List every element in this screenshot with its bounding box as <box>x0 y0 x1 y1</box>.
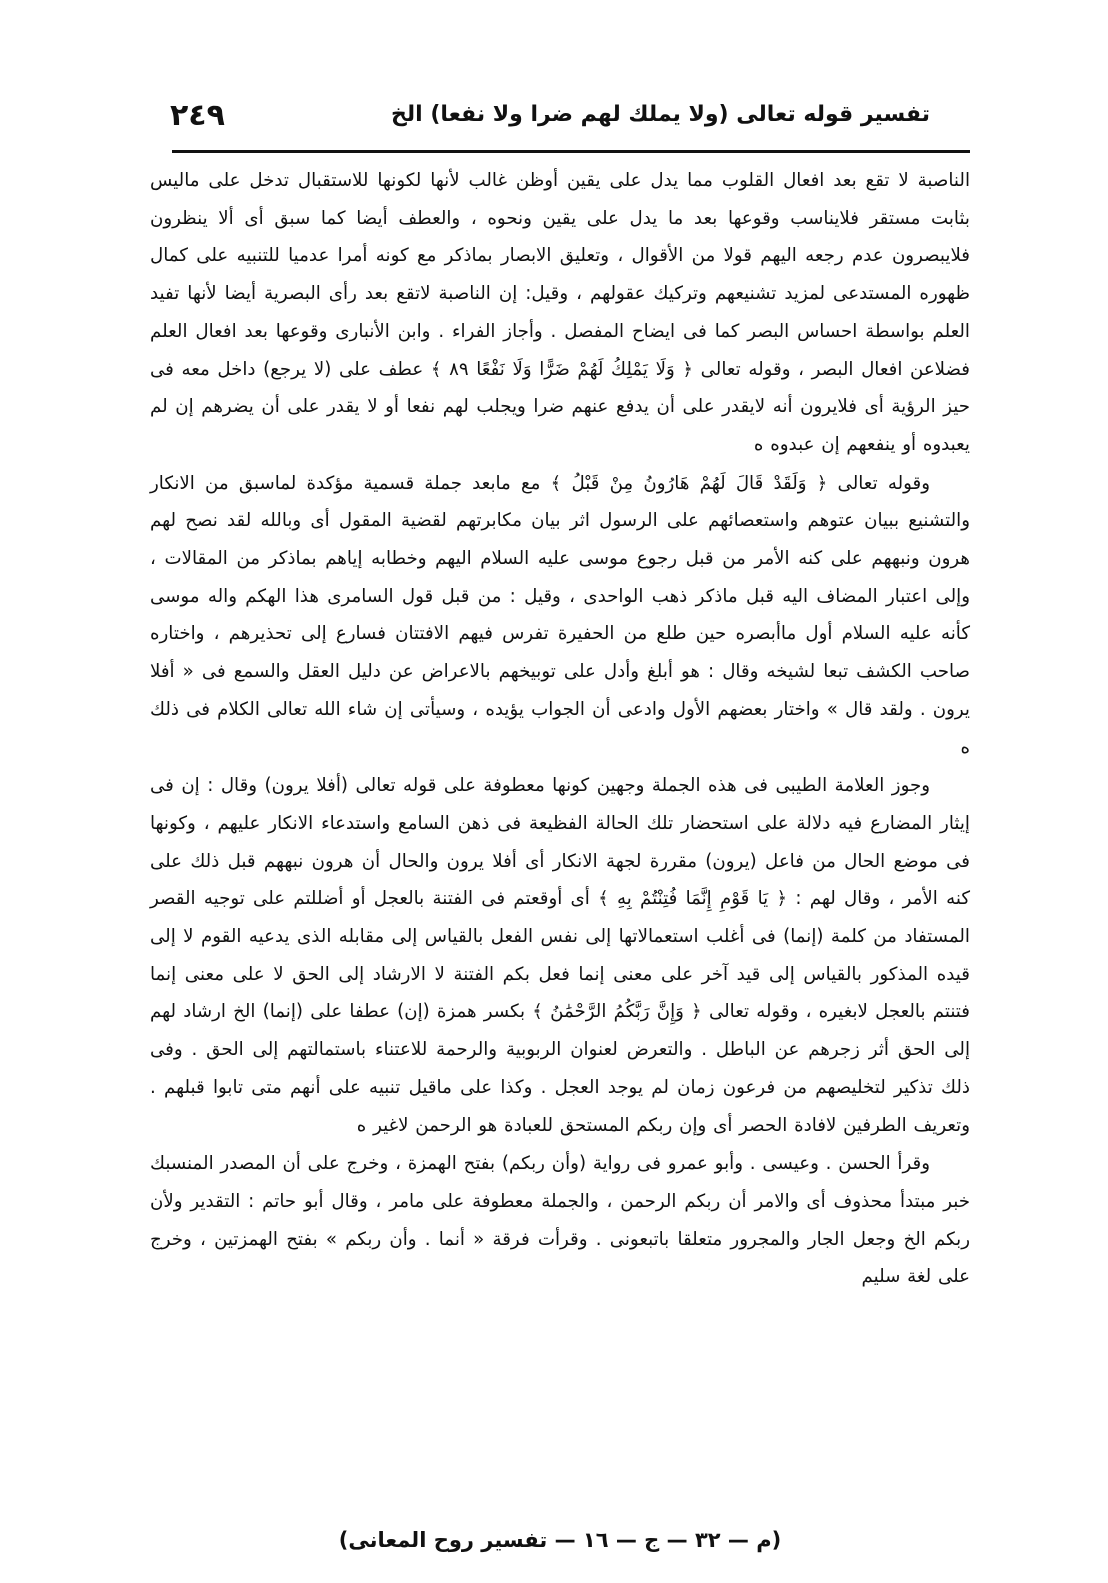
book-page <box>150 96 971 1552</box>
footer-signature: (م — ٣٢ — ج — ١٦ — تفسير روح المعانى) <box>338 1528 782 1552</box>
header-rule <box>172 150 970 153</box>
paragraph-2: وقوله تعالى ﴿ وَلَقَدْ قَالَ لَهُمْ هَارُونُ مِنْ قَبْلُ ﴾ مع مابعد جملة قسمية مؤكدة لماسبق من الانكار والتشنيع ببيان عتوهم واستعصائهم على الرسول اثر بيان مكابرتهم لقضية المقول أى وبالله لقد نصح لهم هرون ونبههم على كنه الأمر من قبل رجوع موسى عليه السلام اليهم وخطابه إياهم بماذكر من المقالات ، وإلى اعتبار المضاف اليه قبل ماذكر ذهب الواحدى ، وقيل : من قبل قول السامرى هذا الهكم واله موسى كأنه عليه السلام أول ماأبصره حين طلع من الحفيرة تفرس فيهم الافتتان فسارع إلى تحذيرهم ، واختاره صاحب الكشف تبعا لشيخه وقال : هو أبلغ وأدل على توبيخهم بالاعراض عن دليل العقل والسمع فى « أفلا يرون . ولقد قال » واختار بعضهم الأول وادعى أن الجواب يؤيده ، وسيأتى إن شاء الله تعالى الكلام فى ذلك ه <box>150 472 970 758</box>
paragraph-1: الناصبة لا تقع بعد افعال القلوب مما يدل على يقين أوظن غالب لأنها لكونها للاستقبال تدخل على ماليس بثابت مستقر فلايناسب وقوعها بعد ما يدل على يقين ونحوه ، والعطف أيضا كما سبق أى ألا ينظرون فلايبصرون عدم رجعه اليهم قولا من الأقوال ، وتعليق الابصار بماذكر مع كونه أمرا عدميا للتنبيه على كمال ظهوره المستدعى لمزيد تشنيعهم وتركيك عقولهم ، وقيل: إن الناصبة لاتقع بعد رأى البصرية أيضا لأنها تفيد العلم بواسطة احساس البصر كما فى ايضاح المفصل . وأجاز الفراء . وابن الأنبارى وقوعها بعد افعال العلم فضلاعن افعال البصر ، وقوله تعالى ﴿ وَلَا يَمْلِكُ لَهُمْ ضَرًّا وَلَا نَفْعًا ٨٩ ﴾ عطف على (لا يرجع) داخل معه فى حيز الرؤية أى فلايرون أنه لايقدر على أن يدفع عنهم ضرا ويجلب لهم نفعا أو لا يقدر على أن يضرهم إن لم يعبدوه أو ينفعهم إن عبدوه ه <box>150 170 971 455</box>
paragraph-4: وقرأ الحسن . وعيسى . وأبو عمرو فى رواية (وأن ربكم) بفتح الهمزة ، وخرج على أن المصدر المنسبك خبر مبتدأ محذوف أى والامر أن ربكم الرحمن ، والجملة معطوفة على مامر ، وقال أبو حاتم : التقدير ولأن ربكم الخ وجعل الجار والمجرور متعلقا باتبعونى . وقرأت فرقة « أنما . وأن ربكم » بفتح الهمزتين ، وخرج على لغة سليم <box>150 1153 970 1288</box>
paragraph-3: وجوز العلامة الطيبى فى هذه الجملة وجهين كونها معطوفة على قوله تعالى (أفلا يرون) وقال : إن فى إيثار المضارع فيه دلالة على استحضار تلك الحالة الفظيعة فى ذهن السامع واستدعاء الانكار عليهم ، وكونها فى موضع الحال من فاعل (يرون) مقررة لجهة الانكار أى أفلا يرون والحال أن هرون نبههم قبل ذلك على كنه الأمر ، وقال لهم : ﴿ يَا قَوْمِ إِنَّمَا فُتِنْتُمْ بِهِ ﴾ أى أوقعتم فى الفتنة بالعجل أو أضللتم على توجيه القصر المستفاد من كلمة (إنما) فى أغلب استعمالاتها إلى نفس الفعل بالقياس إلى مقابله الذى يدعيه القوم لا إلى قيده المذكور بالقياس إلى قيد آخر على معنى إنما فعل بكم الفتنة لا الارشاد إلى الحق لا على معنى إنما فتنتم بالعجل لابغيره ، وقوله تعالى ﴿ وَإِنَّ رَبَّكُمُ الرَّحْمَٰنُ ﴾ بكسر همزة (إن) عطفا على (إنما) الخ ارشاد لهم إلى الحق أثر زجرهم عن الباطل . والتعرض لعنوان الربوبية والرحمة للاعتناء باستمالتهم إلى الحق . وفى ذلك تذكير لتخليصهم من فرعون زمان لم يوجد العجل . وكذا على ماقيل تنبيه على أنهم متى تابوا قبلهم . وتعريف الطرفين لافادة الحصر أى وإن ربكم المستحق للعبادة هو الرحمن لاغير ه <box>150 775 970 1136</box>
page-number: ٢٤٩ <box>170 98 225 133</box>
page-header <box>150 96 970 144</box>
running-title: تفسير قوله تعالى (ولا يملك لهم ضرا ولا نفعا) الخ <box>391 102 930 127</box>
body-text <box>150 162 970 1296</box>
